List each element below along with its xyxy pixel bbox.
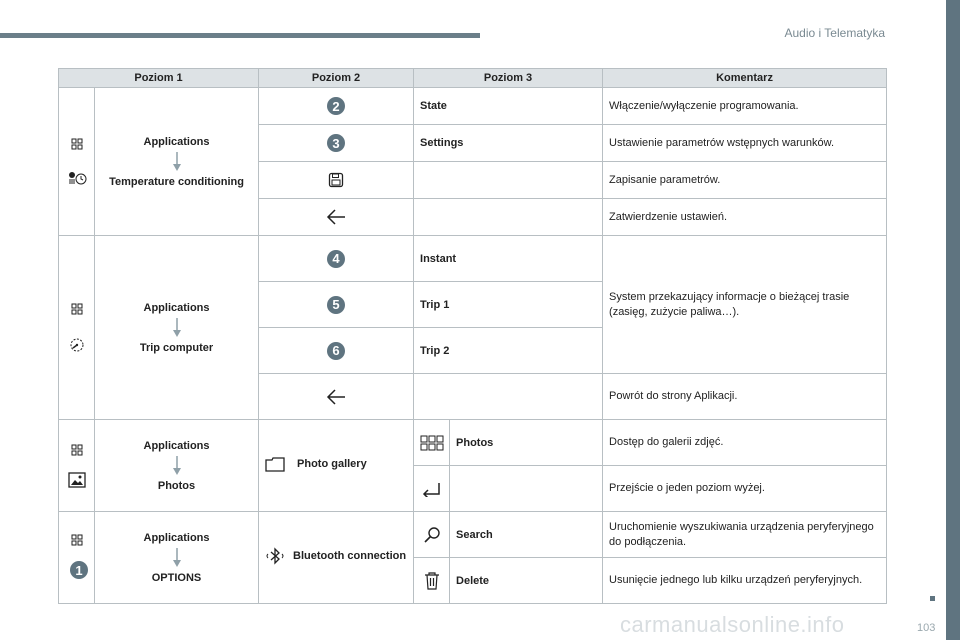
- empty-cell: [414, 199, 603, 236]
- comment: System przekazujący informacje o bieżącej trasie (zasięg, zużycie paliwa…).: [603, 236, 887, 374]
- section-title: Audio i Telematyka: [784, 26, 885, 40]
- photo-icon: [68, 472, 86, 488]
- level1-sub-label: Photos: [157, 479, 196, 492]
- comment: Zapisanie parametrów.: [603, 162, 887, 199]
- col-header-level1: Poziom 1: [59, 69, 259, 88]
- icon-cell: [259, 199, 414, 236]
- apps-grid-icon: [71, 138, 83, 150]
- badge-cell: [259, 88, 414, 125]
- bluetooth-icon[interactable]: [265, 546, 285, 566]
- icon-cell: [259, 162, 414, 199]
- trip-computer-icon: [69, 337, 85, 353]
- save-icon[interactable]: [328, 172, 344, 188]
- arrow-down-icon: [172, 456, 182, 476]
- empty-cell: [414, 162, 603, 199]
- table-row: [59, 512, 887, 558]
- grid-icon[interactable]: [420, 435, 444, 451]
- page-marker: [930, 596, 935, 601]
- badge-cell: [259, 328, 414, 374]
- level1-apps-label: Applications: [143, 135, 210, 148]
- badge-6: 6: [327, 342, 345, 360]
- level2-state: State: [414, 88, 603, 125]
- level2-photo-gallery-cell: [259, 420, 414, 512]
- apps-grid-icon: [71, 303, 83, 315]
- page-number: 103: [917, 622, 936, 634]
- comment: Przejście o jeden poziom wyżej.: [603, 466, 887, 512]
- level2-trip1: Trip 1: [414, 282, 603, 328]
- level2-photo-gallery: Photo gallery: [297, 458, 367, 470]
- level2-settings: Settings: [414, 125, 603, 162]
- apps-grid-icon: [71, 534, 83, 546]
- badge-4: 4: [327, 250, 345, 268]
- col-header-level3: Poziom 3: [414, 69, 603, 88]
- level1-sub-label: Trip computer: [139, 341, 214, 354]
- level1-icons: [59, 88, 95, 236]
- apps-grid-icon: [71, 444, 83, 456]
- col-header-level2: Poziom 2: [259, 69, 414, 88]
- badge-2: 2: [327, 97, 345, 115]
- back-arrow-icon[interactable]: [326, 389, 346, 405]
- empty-cell: [414, 374, 603, 420]
- comment: Ustawienie parametrów wstępnych warunków.: [603, 125, 887, 162]
- arrow-down-icon: [172, 152, 182, 172]
- comment: Dostęp do galerii zdjęć.: [603, 420, 887, 466]
- icon-cell: [259, 374, 414, 420]
- icon-cell: [414, 466, 450, 512]
- badge-cell: [259, 236, 414, 282]
- badge-cell: [259, 282, 414, 328]
- comment: Włączenie/wyłączenie programowania.: [603, 88, 887, 125]
- temperature-icon: [67, 170, 87, 186]
- level1-options: [95, 512, 259, 604]
- arrow-down-icon: [172, 318, 182, 338]
- return-icon[interactable]: [422, 481, 442, 497]
- level1-sub-label: Temperature conditioning: [109, 175, 244, 188]
- level2-bluetooth: Bluetooth connection: [293, 550, 407, 562]
- search-icon[interactable]: [423, 526, 441, 544]
- level1-apps-label: Applications: [143, 531, 210, 544]
- badge-3: 3: [327, 134, 345, 152]
- icon-cell: [414, 420, 450, 466]
- col-header-comment: Komentarz: [603, 69, 887, 88]
- level3-delete: Delete: [450, 558, 603, 604]
- badge-5: 5: [327, 296, 345, 314]
- menu-table: [58, 68, 887, 604]
- table-row: [59, 88, 887, 125]
- level2-instant: Instant: [414, 236, 603, 282]
- level3-search: Search: [450, 512, 603, 558]
- badge-cell: [259, 125, 414, 162]
- arrow-down-icon: [172, 548, 182, 568]
- header-bar: [0, 33, 480, 38]
- level1-temperature: [95, 88, 259, 236]
- level1-icons: [59, 420, 95, 512]
- badge-1: 1: [70, 561, 88, 579]
- icon-cell: [414, 512, 450, 558]
- comment: Usunięcie jednego lub kilku urządzeń peryferyjnych.: [603, 558, 887, 604]
- level2-trip2: Trip 2: [414, 328, 603, 374]
- table-row: [59, 420, 887, 466]
- watermark: carmanualsonline.info: [620, 612, 845, 637]
- back-arrow-icon[interactable]: [326, 209, 346, 225]
- trash-icon[interactable]: [424, 572, 440, 590]
- comment: Powrót do strony Aplikacji.: [603, 374, 887, 420]
- table-header: [59, 69, 887, 88]
- gallery-icon[interactable]: [265, 456, 285, 472]
- comment: Uruchomienie wyszukiwania urządzenia peryferyjnego do podłączenia.: [603, 512, 887, 558]
- level3-photos: Photos: [450, 420, 603, 466]
- level1-photos: [95, 420, 259, 512]
- level2-bluetooth-cell: [259, 512, 414, 604]
- side-strip: [946, 0, 960, 640]
- level1-icons: [59, 512, 95, 604]
- comment: Zatwierdzenie ustawień.: [603, 199, 887, 236]
- level1-icons: [59, 236, 95, 420]
- table-row: [59, 236, 887, 282]
- level1-apps-label: Applications: [143, 439, 210, 452]
- level1-sub-label: OPTIONS: [151, 571, 202, 584]
- icon-cell: [414, 558, 450, 604]
- level1-trip-computer: [95, 236, 259, 420]
- level1-apps-label: Applications: [143, 301, 210, 314]
- empty-cell: [450, 466, 603, 512]
